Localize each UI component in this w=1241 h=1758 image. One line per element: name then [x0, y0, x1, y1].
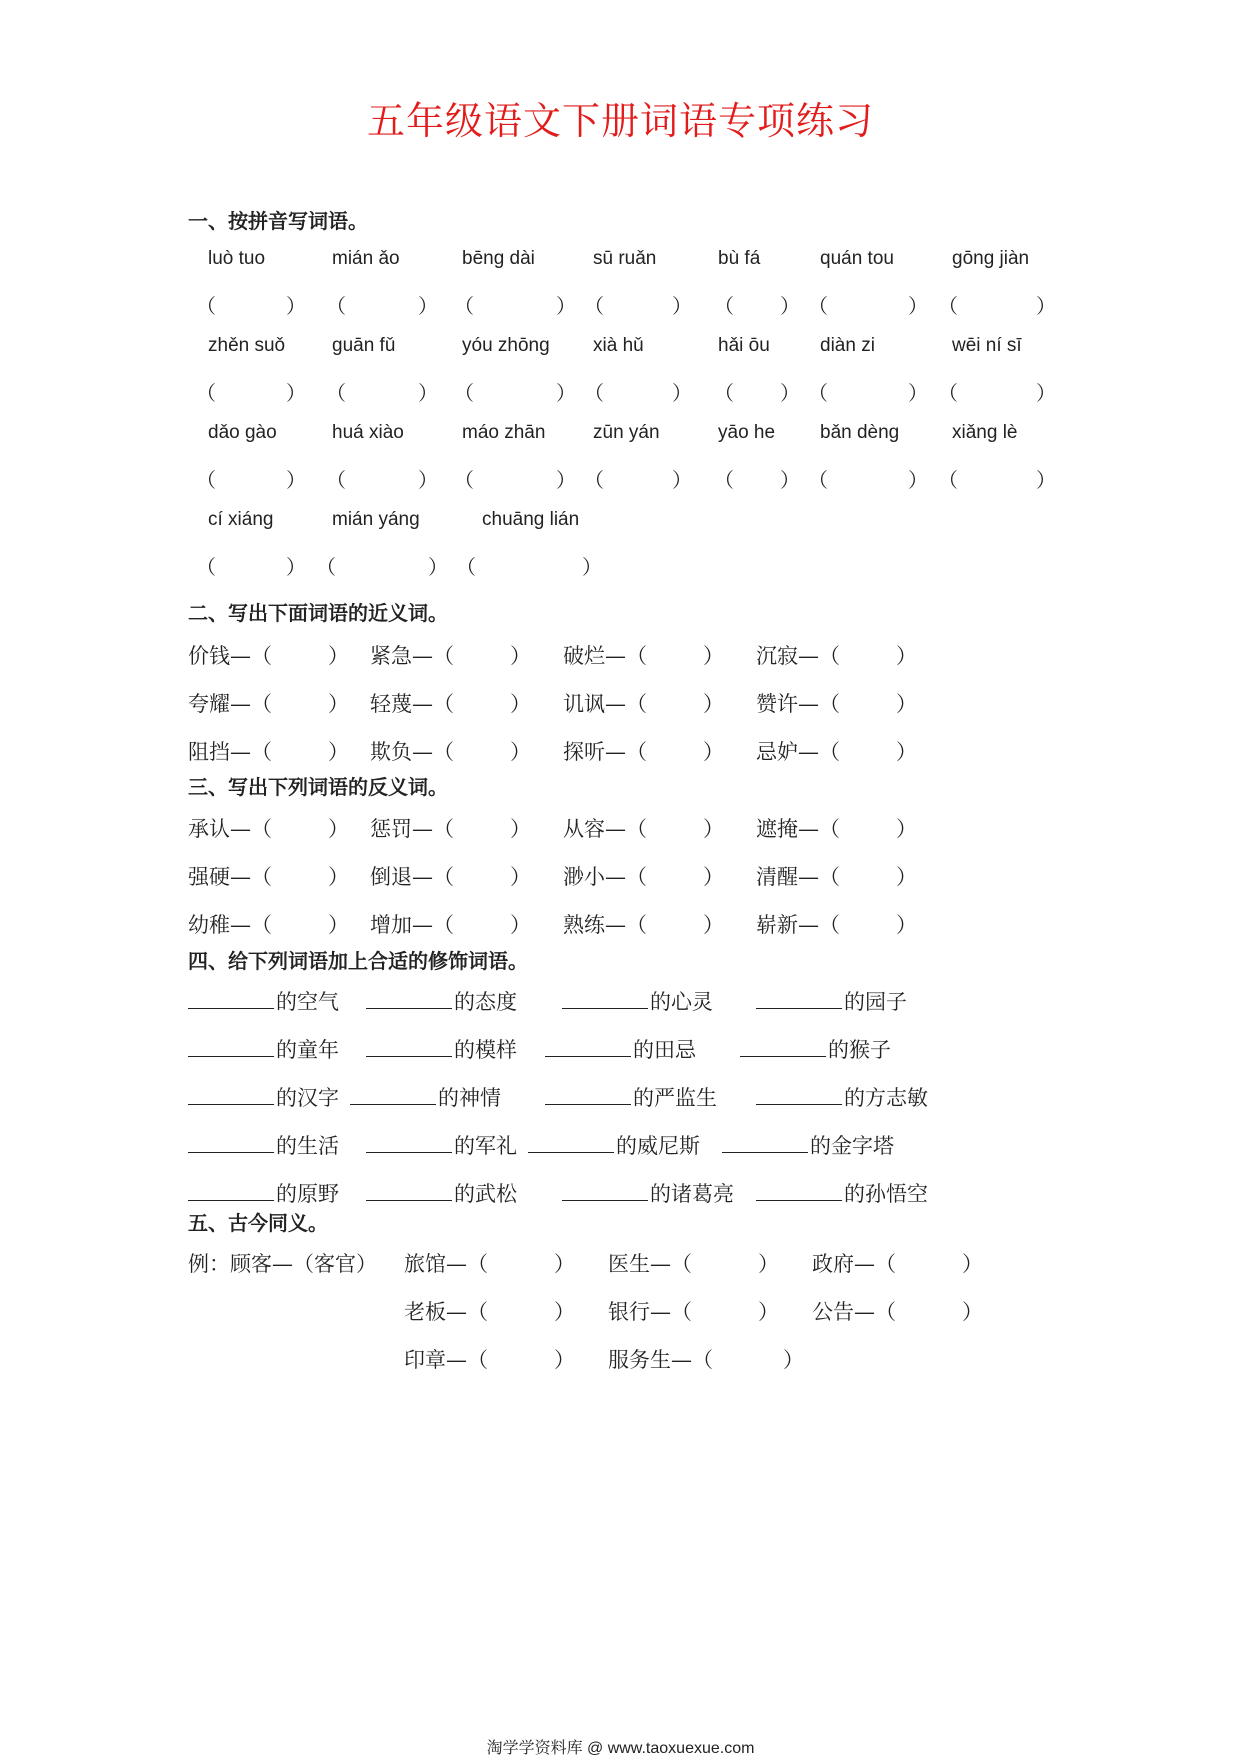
answer-paren-close: ）: [896, 740, 917, 764]
answer-paren-open: （: [196, 381, 216, 405]
answer-paren-close: ）: [510, 740, 531, 764]
ancient-modern-item: 印章—（: [404, 1348, 488, 1372]
pinyin-word: yóu zhōng: [462, 335, 550, 356]
answer-blank[interactable]: [756, 1180, 842, 1201]
pinyin-word: zhěn suǒ: [208, 335, 286, 356]
answer-paren-open: （: [714, 381, 734, 405]
ancient-modern-item: 服务生—（: [608, 1348, 713, 1372]
section-3-heading: 三、写出下列词语的反义词。: [188, 775, 448, 799]
answer-paren-open: （: [808, 468, 828, 492]
answer-paren-open: （: [326, 468, 346, 492]
modifier-item: [188, 1130, 339, 1160]
answer-paren-open: （: [584, 294, 604, 318]
antonym-item: 清醒—（: [756, 865, 840, 889]
answer-blank[interactable]: [188, 1132, 274, 1153]
synonym-item: 欺负—（: [370, 740, 454, 764]
pinyin-word: cí xiáng: [208, 509, 274, 530]
answer-paren-close: ）: [758, 1252, 779, 1276]
pinyin-word: gōng jiàn: [952, 248, 1030, 269]
answer-blank[interactable]: [528, 1132, 614, 1153]
ancient-modern-item: 政府—（: [812, 1252, 896, 1276]
answer-blank[interactable]: [366, 1036, 452, 1057]
answer-paren-open: （: [196, 468, 216, 492]
modifier-item: [722, 1130, 894, 1160]
pinyin-word: guān fǔ: [332, 335, 396, 356]
section-1-heading: 一、按拼音写词语。: [188, 209, 368, 233]
modifier-word: 的汉字: [276, 1086, 339, 1110]
answer-paren-close: ）: [328, 913, 349, 937]
section-5-heading: 五、古今同义。: [188, 1211, 328, 1235]
modifier-word: 的军礼: [454, 1134, 517, 1158]
pinyin-word: chuāng lián: [482, 509, 580, 530]
answer-paren-open: （: [316, 555, 336, 579]
answer-paren-open: （: [808, 294, 828, 318]
modifier-item: [188, 1178, 339, 1208]
synonym-item: 轻蔑—（: [370, 692, 454, 716]
answer-paren-close: ）: [286, 468, 306, 492]
answer-blank[interactable]: [350, 1084, 436, 1105]
synonym-item: 破烂—（: [563, 644, 647, 668]
answer-paren-close: ）: [1036, 468, 1056, 492]
answer-blank[interactable]: [562, 988, 648, 1009]
synonym-item: 阻挡—（: [188, 740, 272, 764]
answer-blank[interactable]: [366, 1132, 452, 1153]
answer-paren-close: ）: [556, 468, 576, 492]
pinyin-word: hǎi ōu: [718, 335, 770, 356]
answer-paren-close: ）: [908, 468, 928, 492]
answer-paren-close: ）: [510, 913, 531, 937]
answer-paren-open: （: [196, 294, 216, 318]
modifier-word: 的原野: [276, 1182, 339, 1206]
pinyin-word: xià hǔ: [593, 335, 644, 356]
modifier-word: 的武松: [454, 1182, 517, 1206]
answer-paren-close: ）: [896, 817, 917, 841]
answer-paren-open: （: [938, 468, 958, 492]
answer-paren-close: ）: [510, 865, 531, 889]
modifier-item: [366, 1130, 517, 1160]
synonym-item: 赞许—（: [756, 692, 840, 716]
antonym-item: 增加—（: [370, 913, 454, 937]
answer-paren-open: （: [714, 294, 734, 318]
synonym-item: 沉寂—（: [756, 644, 840, 668]
section-2-heading: 二、写出下面词语的近义词。: [188, 601, 448, 625]
modifier-word: 的方志敏: [844, 1086, 928, 1110]
modifier-word: 的心灵: [650, 990, 713, 1014]
modifier-word: 的模样: [454, 1038, 517, 1062]
pinyin-word: bù fá: [718, 248, 761, 269]
modifier-item: [545, 1034, 696, 1064]
pinyin-word: wēi ní sī: [952, 335, 1022, 356]
modifier-item: [545, 1082, 717, 1112]
answer-paren-close: ）: [554, 1252, 575, 1276]
modifier-item: [366, 1178, 517, 1208]
answer-paren-open: （: [454, 468, 474, 492]
answer-paren-open: （: [584, 381, 604, 405]
pinyin-word: luò tuo: [208, 248, 266, 269]
answer-blank[interactable]: [545, 1084, 631, 1105]
pinyin-word: huá xiào: [332, 422, 404, 443]
modifier-item: [188, 1034, 339, 1064]
pinyin-word: máo zhān: [462, 422, 546, 443]
answer-blank[interactable]: [722, 1132, 808, 1153]
answer-paren-open: （: [326, 294, 346, 318]
answer-paren-close: ）: [908, 381, 928, 405]
antonym-item: 承认—（: [188, 817, 272, 841]
ancient-modern-item: 医生—（: [608, 1252, 692, 1276]
ancient-modern-item: 银行—（: [608, 1300, 692, 1324]
modifier-word: 的田忌: [633, 1038, 696, 1062]
answer-paren-close: ）: [418, 468, 438, 492]
answer-paren-close: ）: [510, 692, 531, 716]
page-title: 五年级语文下册词语专项练习: [366, 99, 874, 143]
answer-paren-open: （: [808, 381, 828, 405]
answer-paren-close: ）: [582, 555, 602, 579]
modifier-item: [562, 986, 713, 1016]
answer-paren-close: ）: [783, 1348, 804, 1372]
answer-paren-close: ）: [286, 555, 306, 579]
modifier-item: [188, 1082, 339, 1112]
answer-blank[interactable]: [188, 1180, 274, 1201]
answer-paren-close: ）: [896, 913, 917, 937]
answer-paren-open: （: [196, 555, 216, 579]
modifier-word: 的猴子: [828, 1038, 891, 1062]
answer-paren-close: ）: [418, 294, 438, 318]
pinyin-word: sū ruǎn: [593, 248, 657, 269]
antonym-item: 遮掩—（: [756, 817, 840, 841]
answer-paren-close: ）: [896, 865, 917, 889]
answer-paren-close: ）: [328, 817, 349, 841]
modifier-word: 的神情: [438, 1086, 501, 1110]
synonym-item: 紧急—（: [370, 644, 454, 668]
answer-paren-close: ）: [672, 381, 692, 405]
pinyin-word: quán tou: [820, 248, 894, 269]
answer-paren-close: ）: [703, 865, 724, 889]
pinyin-word: zūn yán: [593, 422, 660, 443]
answer-paren-open: （: [454, 294, 474, 318]
answer-paren-open: （: [938, 294, 958, 318]
modifier-word: 的空气: [276, 990, 339, 1014]
answer-paren-close: ）: [703, 644, 724, 668]
answer-paren-close: ）: [780, 294, 800, 318]
antonym-item: 从容—（: [563, 817, 647, 841]
antonym-item: 倒退—（: [370, 865, 454, 889]
modifier-word: 的严监生: [633, 1086, 717, 1110]
answer-paren-close: ）: [328, 865, 349, 889]
answer-paren-close: ）: [328, 644, 349, 668]
synonym-item: 价钱—（: [188, 644, 272, 668]
answer-blank[interactable]: [188, 1036, 274, 1057]
modifier-item: [756, 1178, 928, 1208]
modifier-item: [756, 1082, 928, 1112]
answer-paren-close: ）: [554, 1300, 575, 1324]
answer-paren-close: ）: [962, 1252, 983, 1276]
modifier-word: 的童年: [276, 1038, 339, 1062]
pinyin-word: bēng dài: [462, 248, 535, 269]
modifier-item: [188, 986, 339, 1016]
answer-blank[interactable]: [188, 1084, 274, 1105]
answer-paren-close: ）: [556, 294, 576, 318]
modifier-item: [562, 1178, 734, 1208]
antonym-item: 渺小—（: [563, 865, 647, 889]
synonym-item: 讥讽—（: [563, 692, 647, 716]
answer-paren-close: ）: [908, 294, 928, 318]
antonym-item: 熟练—（: [563, 913, 647, 937]
antonym-item: 幼稚—（: [188, 913, 272, 937]
answer-paren-close: ）: [556, 381, 576, 405]
answer-paren-close: ）: [554, 1348, 575, 1372]
synonym-item: 忌妒—（: [756, 740, 840, 764]
modifier-item: [756, 986, 907, 1016]
answer-paren-close: ）: [780, 381, 800, 405]
antonym-item: 崭新—（: [756, 913, 840, 937]
answer-paren-close: ）: [510, 817, 531, 841]
answer-paren-close: ）: [758, 1300, 779, 1324]
ancient-modern-item: 老板—（: [404, 1300, 488, 1324]
modifier-item: [740, 1034, 891, 1064]
answer-paren-close: ）: [703, 740, 724, 764]
synonym-item: 探听—（: [563, 740, 647, 764]
answer-paren-close: ）: [672, 294, 692, 318]
answer-paren-close: ）: [418, 381, 438, 405]
modifier-word: 的诸葛亮: [650, 1182, 734, 1206]
answer-paren-close: ）: [672, 468, 692, 492]
answer-paren-open: （: [456, 555, 476, 579]
answer-paren-open: （: [584, 468, 604, 492]
pinyin-word: diàn zi: [820, 335, 875, 356]
answer-paren-open: （: [454, 381, 474, 405]
answer-blank[interactable]: [366, 988, 452, 1009]
answer-blank[interactable]: [188, 988, 274, 1009]
modifier-word: 的威尼斯: [616, 1134, 700, 1158]
section-4-heading: 四、给下列词语加上合适的修饰词语。: [188, 949, 528, 973]
modifier-item: [366, 986, 517, 1016]
ancient-modern-item: 公告—（: [812, 1300, 896, 1324]
answer-paren-close: ）: [328, 740, 349, 764]
answer-blank[interactable]: [366, 1180, 452, 1201]
answer-paren-close: ）: [1036, 381, 1056, 405]
answer-paren-close: ）: [703, 817, 724, 841]
pinyin-word: mián yáng: [332, 509, 420, 530]
modifier-word: 的金字塔: [810, 1134, 894, 1158]
answer-paren-close: ）: [896, 644, 917, 668]
answer-paren-close: ）: [428, 555, 448, 579]
answer-paren-close: ）: [703, 692, 724, 716]
pinyin-word: xiǎng lè: [952, 422, 1018, 443]
answer-blank[interactable]: [756, 988, 842, 1009]
footer-watermark: 淘学学资料库 @ www.taoxuexue.com: [486, 1740, 755, 1757]
answer-paren-close: ）: [286, 381, 306, 405]
answer-paren-close: ）: [328, 692, 349, 716]
answer-paren-close: ）: [510, 644, 531, 668]
answer-paren-close: ）: [703, 913, 724, 937]
section-5-example: 例：顾客—（客官）: [188, 1252, 377, 1276]
antonym-item: 强硬—（: [188, 865, 272, 889]
synonym-item: 夸耀—（: [188, 692, 272, 716]
antonym-item: 惩罚—（: [370, 817, 454, 841]
pinyin-word: mián ǎo: [332, 248, 400, 269]
answer-blank[interactable]: [562, 1180, 648, 1201]
modifier-word: 的园子: [844, 990, 907, 1014]
modifier-word: 的生活: [276, 1134, 339, 1158]
answer-paren-open: （: [714, 468, 734, 492]
answer-blank[interactable]: [545, 1036, 631, 1057]
answer-paren-close: ）: [962, 1300, 983, 1324]
answer-paren-open: （: [938, 381, 958, 405]
answer-paren-close: ）: [896, 692, 917, 716]
modifier-word: 的孙悟空: [844, 1182, 928, 1206]
answer-paren-close: ）: [1036, 294, 1056, 318]
answer-blank[interactable]: [756, 1084, 842, 1105]
modifier-item: [528, 1130, 700, 1160]
pinyin-word: yāo he: [718, 422, 776, 443]
pinyin-word: dǎo gào: [208, 422, 277, 443]
modifier-item: [350, 1082, 501, 1112]
answer-paren-close: ）: [780, 468, 800, 492]
modifier-word: 的态度: [454, 990, 517, 1014]
ancient-modern-item: 旅馆—（: [404, 1252, 488, 1276]
modifier-item: [366, 1034, 517, 1064]
answer-paren-open: （: [326, 381, 346, 405]
answer-blank[interactable]: [740, 1036, 826, 1057]
answer-paren-close: ）: [286, 294, 306, 318]
pinyin-word: bǎn dèng: [820, 422, 900, 443]
